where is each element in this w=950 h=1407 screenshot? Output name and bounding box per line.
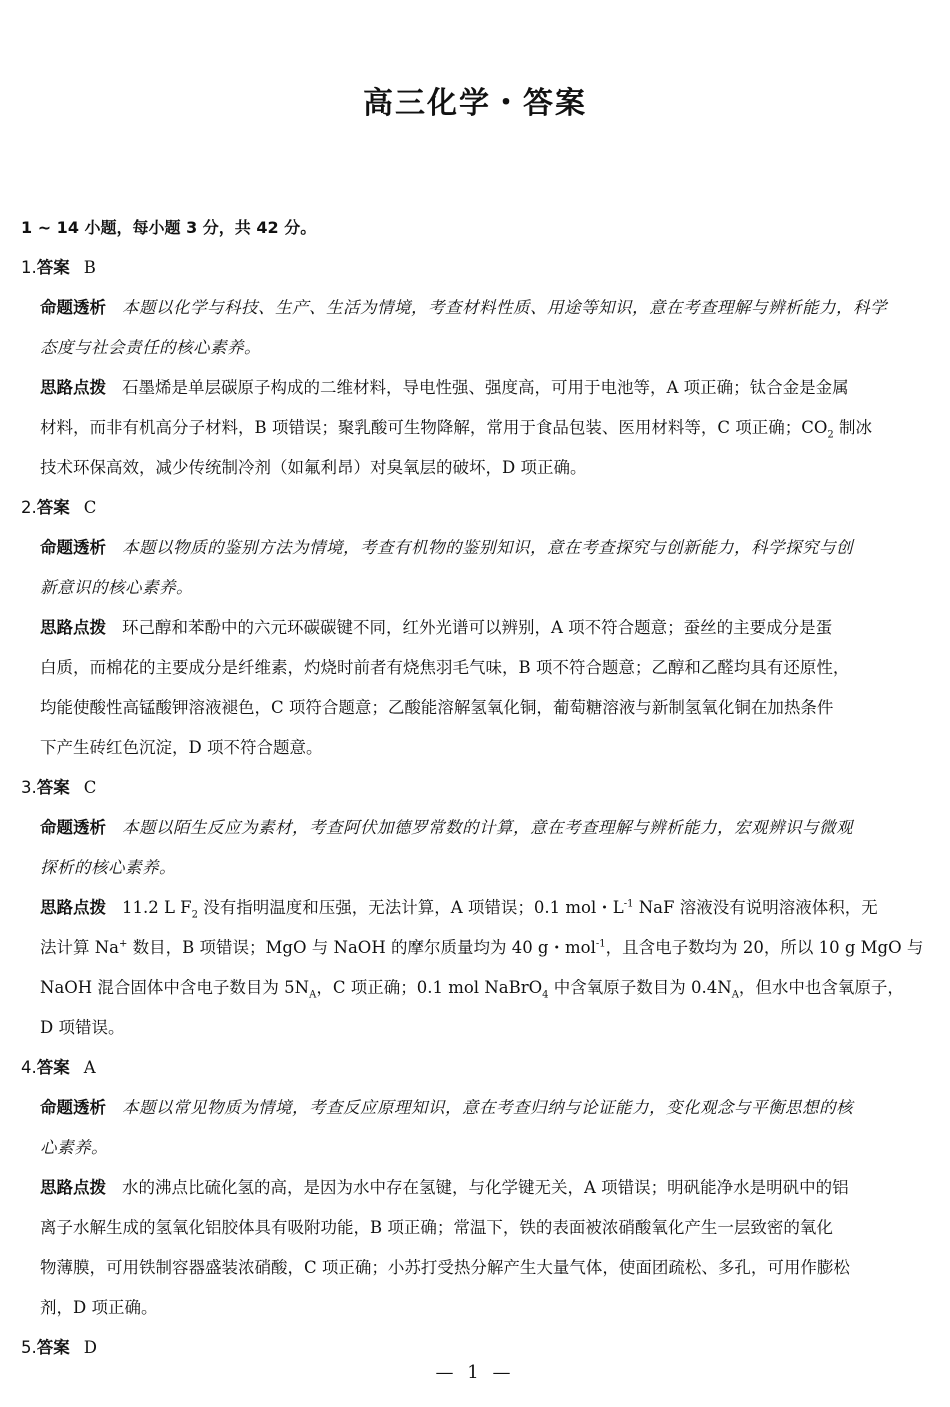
page-title: 高三化学・答案: [363, 86, 587, 121]
section-intro: 1 ~ 14 小题，每小题 3 分，共 42 分。: [21, 218, 317, 237]
unit-superscript: -1: [595, 938, 606, 950]
approach-label: 思路点拨: [40, 898, 106, 917]
q2-analysis: [21, 528, 929, 568]
q3-number: 3.: [21, 778, 37, 797]
q1-answer-value: B: [83, 258, 96, 277]
q3-approach-text-1b: 没有指明温度和压强，无法计算，A 项错误；0.1 mol・L: [198, 898, 624, 917]
q2-number: 2.: [21, 498, 37, 517]
page-number: — 1 —: [435, 1362, 515, 1383]
q1-approach-text-2: [21, 408, 929, 448]
approach-label: 思路点拨: [40, 618, 106, 637]
q2-approach-text-2: 白质，而棉花的主要成分是纤维素，灼烧时前者有烧焦羽毛气味，B 项不符合题意；乙醇和乙醛均具有还原性，: [40, 658, 850, 677]
q4-answer-heading: [21, 1048, 929, 1088]
q4-analysis: [21, 1088, 929, 1128]
q2-answer-value: C: [83, 498, 97, 517]
q3-approach-text-2b: 数目，B 项错误；MgO 与 NaOH 的摩尔质量均为 40 g・mol: [127, 938, 596, 957]
q1-analysis-text-1: 本题以化学与科技、生产、生活为情境，考查材料性质、用途等知识，意在考查理解与辨析能力，科学: [122, 298, 887, 317]
q5-answer-value: D: [83, 1338, 97, 1357]
q1-approach-text-3: 技术环保高效，减少传统制冷剂（如氟利昂）对臭氧层的破坏，D 项正确。: [40, 458, 587, 477]
answer-label: 答案: [36, 498, 70, 517]
q2-analysis-text-1: 本题以物质的鉴别方法为情境，考查有机物的鉴别知识，意在考查探究与创新能力，科学探究与创: [122, 538, 853, 557]
q3-approach-text-4: D 项错误。: [40, 1018, 125, 1037]
na-charge-superscript: +: [119, 938, 128, 950]
q3-analysis-text-1: 本题以陌生反应为素材，考查阿伏加德罗常数的计算，意在考查理解与辨析能力，宏观辨识与微观: [122, 818, 853, 837]
q3-approach-text-3a: NaOH 混合固体中含电子数目为 5N: [40, 978, 310, 997]
q2-approach-text-1: 环己醇和苯酚中的六元环碳碳键不同，红外光谱可以辨别，A 项不符合题意；蚕丝的主要成分是蛋: [122, 618, 833, 637]
answer-label: 答案: [36, 778, 70, 797]
analysis-label: 命题透析: [40, 538, 106, 557]
q4-answer-value: A: [83, 1058, 96, 1077]
q3-approach-text-2a: 法计算 Na: [40, 938, 120, 957]
bro4-subscript: 4: [542, 989, 549, 1001]
avogadro-subscript: A: [309, 989, 317, 1001]
q2-analysis-text-2: 新意识的核心素养。: [40, 578, 193, 597]
approach-label: 思路点拨: [40, 378, 106, 397]
unit-superscript: -1: [623, 898, 634, 910]
answer-label: 答案: [36, 1338, 70, 1357]
q4-number: 4.: [21, 1058, 37, 1077]
q4-approach: [21, 1168, 929, 1208]
f2-subscript: 2: [191, 909, 199, 921]
approach-label: 思路点拨: [40, 1178, 106, 1197]
q3-approach: [21, 888, 929, 928]
q1-approach-text-2b: 制冰: [833, 418, 873, 437]
avogadro-subscript: A: [731, 989, 739, 1001]
q1-analysis: [21, 288, 929, 328]
q4-approach-text-3: 物薄膜，可用铁制容器盛装浓硝酸，C 项正确；小苏打受热分解产生大量气体，使面团疏松、多孔，可用作膨松: [40, 1258, 850, 1277]
q1-answer-heading: [21, 248, 929, 288]
q3-approach-text-3d: ，但水中也含氧原子，: [738, 978, 904, 997]
answer-label: 答案: [36, 1058, 70, 1077]
q3-approach-text-3c: 中含氧原子数目为 0.4N: [548, 978, 732, 997]
q4-analysis-text-1: 本题以常见物质为情境，考查反应原理知识，意在考查归纳与论证能力，变化观念与平衡思想的核: [122, 1098, 853, 1117]
q3-approach-text-3: [21, 968, 929, 1008]
q4-approach-text-1: 水的沸点比硫化氢的高，是因为水中存在氢键，与化学键无关，A 项错误；明矾能净水是明矾中的铝: [122, 1178, 849, 1197]
q1-number: 1.: [21, 258, 37, 277]
q2-approach-text-4: 下产生砖红色沉淀，D 项不符合题意。: [40, 738, 323, 757]
q2-approach: [21, 608, 929, 648]
q1-approach-text-2a: 材料，而非有机高分子材料，B 项错误；聚乳酸可生物降解，常用于食品包装、医用材料等，C 项正确；CO: [40, 418, 828, 437]
q3-answer-value: C: [83, 778, 97, 797]
q1-analysis-text-2: 态度与社会责任的核心素养。: [40, 338, 261, 357]
co2-subscript: 2: [827, 429, 834, 441]
analysis-label: 命题透析: [40, 298, 106, 317]
q5-number: 5.: [21, 1338, 37, 1357]
q3-answer-heading: [21, 768, 929, 808]
q2-approach-text-3: 均能使酸性高锰酸钾溶液褪色，C 项符合题意；乙酸能溶解氢氧化铜，葡萄糖溶液与新制氢氧化铜在加热条件: [40, 698, 834, 717]
q4-approach-text-2: 离子水解生成的氢氧化铝胶体具有吸附功能，B 项正确；常温下，铁的表面被浓硝酸氧化产生一层致密的氧化: [40, 1218, 833, 1237]
answer-content: [21, 208, 929, 1368]
analysis-label: 命题透析: [40, 1098, 106, 1117]
q3-approach-text-1a: 11.2 L F: [122, 898, 192, 917]
q3-approach-text-2: [21, 928, 929, 968]
q3-approach-text-3b: ，C 项正确；0.1 mol NaBrO: [316, 978, 543, 997]
q4-analysis-text-2: 心素养。: [40, 1138, 108, 1157]
q4-approach-text-4: 剂，D 项正确。: [40, 1298, 158, 1317]
q3-analysis-text-2: 探析的核心素养。: [40, 858, 176, 877]
q3-approach-text-2c: ，且含电子数均为 20，所以 10 g MgO 与: [605, 938, 924, 957]
q1-approach-text-1: 石墨烯是单层碳原子构成的二维材料，导电性强、强度高，可用于电池等，A 项正确；钛合金是金属: [122, 378, 849, 397]
q3-analysis: [21, 808, 929, 848]
answer-label: 答案: [36, 258, 70, 277]
analysis-label: 命题透析: [40, 818, 106, 837]
q2-answer-heading: [21, 488, 929, 528]
q3-approach-text-1c: NaF 溶液没有说明溶液体积，无: [633, 898, 878, 917]
q1-approach: [21, 368, 929, 408]
